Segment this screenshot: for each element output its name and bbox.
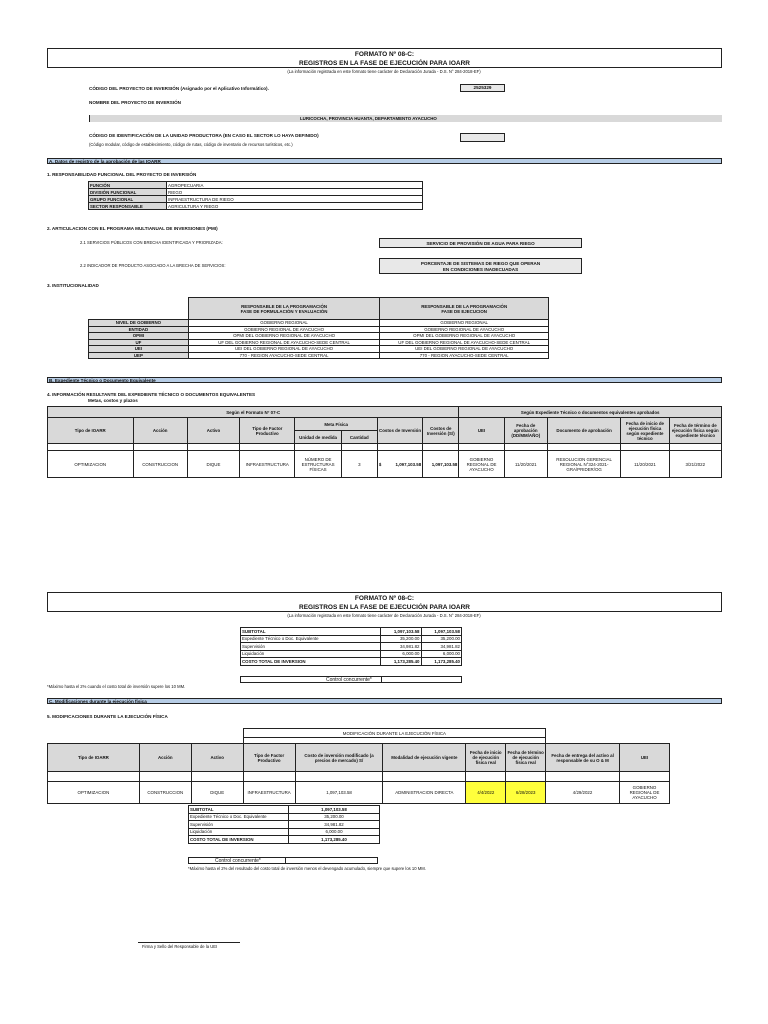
h-doc: Documento de aprobación bbox=[547, 418, 620, 444]
table-row bbox=[241, 628, 462, 636]
group-expediente: Según Expediente Técnico o documentos equivalentes aprobados bbox=[459, 407, 722, 418]
pmi-title: 2. ARTICULACION CON EL PROGRAMA MULTIANUAL DE INVERSIONES (PMI) bbox=[47, 226, 218, 231]
h-meta: Meta Física bbox=[295, 418, 377, 431]
info-title: 4. INFORMACIÓN RESULTANTE DEL EXPEDIENTE TÉCNICO O DOCUMENTOS EQUIVALENTES bbox=[47, 392, 256, 397]
total-value-a: 1,173,285.40 bbox=[381, 658, 422, 666]
mod-total-value: 34,981.82 bbox=[289, 821, 380, 829]
total-key: SUBTOTAL bbox=[241, 628, 381, 636]
inst-key: ENTIDAD bbox=[89, 326, 189, 333]
table-row bbox=[89, 352, 549, 359]
resp-key: FUNCIÓN bbox=[89, 182, 167, 189]
mod-total-key: SUBTOTAL bbox=[189, 806, 289, 814]
mod-total-value: 35,200.00 bbox=[289, 813, 380, 821]
table-row bbox=[189, 828, 380, 836]
mod-control-box bbox=[188, 857, 378, 864]
table-row bbox=[89, 182, 423, 189]
total-value-a: 1,097,103.58 bbox=[381, 628, 422, 636]
expediente-table bbox=[47, 406, 722, 478]
table-row: OPTIMIZACION CONSTRUCCION DIQUE INFRAESTRUCTURA NÚMERO DE ESTRUCTURAS FÍSICAS 3 $ 1,097,103.58 1,097,103.58 GOBIERNO REGIONAL DE AYACUCHO 11/20/2021 RESOLUCION GERENCIAL REGIONAL N°324-2021-GRA/PRIDER/OG 11/20/2021 3/21/2022 bbox=[48, 451, 722, 478]
m-h-uei: UEI bbox=[619, 744, 669, 772]
control-note: *Máximo hasta el 2% cuando el costo total de inversión supere los 10 MM. bbox=[47, 684, 186, 689]
mod-table bbox=[47, 728, 670, 804]
inst-key: NIVEL DE GOBIERNO bbox=[89, 320, 189, 327]
section-a-band: A. Datos de registro de la aprobación de las IOARR bbox=[47, 158, 722, 164]
total-key: Expediente Técnico o Doc. Equivalente bbox=[241, 635, 381, 643]
h-costo: Costos de Inversión bbox=[377, 418, 422, 444]
m-h-activo: Activo bbox=[191, 744, 243, 772]
inst-key: UEI bbox=[89, 346, 189, 353]
table-row bbox=[89, 203, 423, 210]
mod-title: 5. MODIFICACIONES DURANTE LA EJECUCIÓN FÍSICA bbox=[47, 714, 168, 719]
inst-execution: GOBIERNO REGIONAL bbox=[380, 320, 549, 327]
real-end-date: 6/28/2023 bbox=[506, 782, 546, 804]
mod-total-value: 6,000.00 bbox=[289, 828, 380, 836]
inst-head-execution: RESPONSABLE DE LA PROGRAMACIÓN FASE DE EJECUCION bbox=[380, 298, 549, 320]
pmi-1-label: 2.1 SERVICIOS PÚBLICOS CON BRECHA IDENTIFICADA Y PRIORIZADA: bbox=[80, 240, 223, 245]
resp-value: INFRAESTRUCTURA DE RIEGO bbox=[167, 196, 423, 203]
inst-formulation: GOBIERNO REGIONAL DE AYACUCHO bbox=[188, 326, 380, 333]
group-formato-07c: Según el Formato N° 07-C bbox=[48, 407, 459, 418]
total-value-b: 6,000.00 bbox=[421, 650, 462, 658]
m-h-factor: Tipo de Factor Productivo bbox=[243, 744, 295, 772]
h-termino: Fecha de término de ejecución física según expediente técnico bbox=[669, 418, 721, 444]
h-fecha-apr: Fecha de aprobación (DD/MM/AÑO) bbox=[504, 418, 547, 444]
table-row bbox=[241, 643, 462, 651]
mod-total-value: 1,173,285.40 bbox=[289, 836, 380, 844]
form-title: FORMATO Nº 08-C: bbox=[354, 51, 415, 58]
total-value-b: 1,173,285.40 bbox=[421, 658, 462, 666]
inst-formulation: UF DEL GOBIERNO REGIONAL DE AYACUCHO-SEDE CENTRAL bbox=[188, 339, 380, 346]
pmi-1-value: SERVICIO DE PROVISIÓN DE AGUA PARA RIEGO bbox=[379, 238, 582, 248]
mod-control-label: Control concurrente* bbox=[215, 858, 261, 864]
unit-code-label: CÓDIGO DE IDENTIFICACIÓN DE LA UNIDAD PRODUCTORA (EN CASO EL SECTOR LO HAYA DEFINIDO) bbox=[89, 133, 319, 138]
inst-formulation: GOBIERNO REGIONAL bbox=[188, 320, 380, 327]
mod-totals-table bbox=[188, 805, 380, 844]
total-key: Liquidación bbox=[241, 650, 381, 658]
inst-key: OPMI bbox=[89, 333, 189, 340]
m-h-modalidad: Modalidad de ejecución vigente bbox=[383, 744, 466, 772]
inst-key: UEP bbox=[89, 352, 189, 359]
inst-execution: UF DEL GOBIERNO REGIONAL DE AYACUCHO-SEDE CENTRAL bbox=[380, 339, 549, 346]
mod-control-note: *Máximo hasta el 2% del resultado del costo total de inversión menos el devengado acumulado, siempre que supere los 10 MM. bbox=[188, 866, 426, 871]
inst-execution: GOBIERNO REGIONAL DE AYACUCHO bbox=[380, 326, 549, 333]
form-subtitle-2: REGISTROS EN LA FASE DE EJECUCIÓN PARA IOARR bbox=[299, 604, 470, 611]
inst-formulation: OPMI DEL GOBIERNO REGIONAL DE AYACUCHO bbox=[188, 333, 380, 340]
project-code-label: CÓDIGO DEL PROYECTO DE INVERSIÓN (Asignado por el Aplicativo Informático). bbox=[89, 86, 269, 91]
form-title-box-2 bbox=[47, 592, 722, 612]
control-label: Control concurrente* bbox=[326, 677, 372, 683]
inst-execution: OPMI DEL GOBIERNO REGIONAL DE AYACUCHO bbox=[380, 333, 549, 340]
resp-value: AGRICULTURA Y RIEGO bbox=[167, 203, 423, 210]
resp-value: RIEGO bbox=[167, 189, 423, 196]
pmi-2-value-1: PORCENTAJE DE SISTEMAS DE RIEGO QUE OPERAN bbox=[420, 261, 541, 266]
resp-key: DIVISIÓN FUNCIONAL bbox=[89, 189, 167, 196]
inst-head-formulation: RESPONSABLE DE LA PROGRAMACIÓN FASE DE FORMULACIÓN Y EVALUACIÓN bbox=[188, 298, 380, 320]
table-row bbox=[189, 836, 380, 844]
project-name-label: NOMBRE DEL PROYECTO DE INVERSIÓN bbox=[89, 100, 181, 105]
unit-code-box bbox=[460, 133, 505, 142]
table-row: OPTIMIZACION CONSTRUCCION DIQUE INFRAESTRUCTURA 1,097,103.58 ADMINISTRACION DIRECTA 4/4/2022 6/28/2023 4/29/2022 GOBIERNO REGIONAL DE AYACUCHO bbox=[48, 782, 670, 804]
m-h-costo: Costo de inversión modificado (a precios de mercado) S/ bbox=[295, 744, 383, 772]
inst-key: UF bbox=[89, 339, 189, 346]
total-key: Supervisión bbox=[241, 643, 381, 651]
h-tipo: Tipo de IOARR bbox=[48, 418, 134, 444]
inst-formulation: 770 - REGION AYACUCHO-SEDE CENTRAL bbox=[188, 352, 380, 359]
table-row bbox=[241, 658, 462, 666]
inst-title: 3. INSTITUCIONALIDAD bbox=[47, 283, 99, 288]
table-row bbox=[189, 813, 380, 821]
real-start-date: 4/4/2022 bbox=[466, 782, 506, 804]
inst-formulation: UEI DEL GOBIERNO REGIONAL DE AYACUCHO bbox=[188, 346, 380, 353]
h-inicio: Fecha de inicio de ejecución física según expediente técnico bbox=[621, 418, 669, 444]
form-subtitle: REGISTROS EN LA FASE DE EJECUCIÓN PARA IOARR bbox=[299, 60, 470, 67]
total-value-b: 35,200.00 bbox=[421, 635, 462, 643]
signature-label: Firma y Sello del Responsable de la UEI bbox=[142, 944, 218, 949]
project-code-value: 2525329 bbox=[460, 84, 505, 92]
pmi-2-value-box bbox=[379, 258, 582, 274]
total-value-a: 6,000.00 bbox=[381, 650, 422, 658]
m-h-entrega: Fecha de entrega del activo al responsable de su O & M bbox=[546, 744, 620, 772]
totals-table bbox=[240, 627, 462, 666]
m-h-termino: Fecha de término de ejecución física real bbox=[506, 744, 546, 772]
pmi-2-label: 2.2 INDICADOR DE PRODUCTO ASOCIADO A LA BRECHA DE SERVICIOS: bbox=[80, 263, 226, 268]
mod-total-key: COSTO TOTAL DE INVERSION bbox=[189, 836, 289, 844]
mod-total-key: Expediente Técnico o Doc. Equivalente bbox=[189, 813, 289, 821]
h-accion: Acción bbox=[133, 418, 187, 444]
h-factor: Tipo de Factor Productivo bbox=[240, 418, 295, 444]
resp-title: 1. RESPONSABILIDAD FUNCIONAL DEL PROYECTO DE INVERSIÓN bbox=[47, 172, 197, 177]
total-value-a: 34,981.82 bbox=[381, 643, 422, 651]
pmi-2-value-2: EN CONDICIONES INADECUADAS bbox=[442, 266, 519, 272]
m-h-accion: Acción bbox=[139, 744, 191, 772]
table-row bbox=[89, 196, 423, 203]
resp-value: AGROPECUARIA bbox=[167, 182, 423, 189]
inst-execution: UEI DEL GOBIERNO REGIONAL DE AYACUCHO bbox=[380, 346, 549, 353]
h-unidad: Unidad de medida bbox=[295, 431, 341, 444]
resp-key: SECTOR RESPONSABLE bbox=[89, 203, 167, 210]
declaration-note-2: (La información registrada en este formato tiene carácter de Declaración Jurada - D.S. N° 284-2018-EF) bbox=[287, 613, 481, 618]
m-h-tipo: Tipo de IOARR bbox=[48, 744, 140, 772]
h-uei: UEI bbox=[459, 418, 504, 444]
project-name-bar bbox=[89, 115, 722, 122]
form-title-box bbox=[47, 48, 722, 68]
table-row bbox=[241, 635, 462, 643]
table-row bbox=[189, 821, 380, 829]
h-costo2: Costos de Inversión (S/) bbox=[423, 418, 459, 444]
mod-total-key: Supervisión bbox=[189, 821, 289, 829]
section-b-band: B. Expediente Técnico o Documento Equivalente bbox=[47, 377, 722, 383]
info-subtitle: Metas, costos y plazos bbox=[88, 398, 138, 403]
table-row bbox=[189, 806, 380, 814]
inst-execution: 770 - REGION AYACUCHO-SEDE CENTRAL bbox=[380, 352, 549, 359]
unit-code-note: (Código modular, código de establecimiento, código de rutas, código de inventario de recursos turísticos, etc.) bbox=[89, 142, 293, 147]
declaration-note: (La información registrada en este formato tiene carácter de Declaración Jurada - D.S. N° 284-2018-EF) bbox=[287, 69, 481, 74]
total-value-a: 35,200.00 bbox=[381, 635, 422, 643]
section-c-band: C. Modificaciones durante la ejecución física bbox=[47, 698, 722, 704]
project-name-value: LURICOCHA, PROVINCIA HUANTA, DEPARTAMENTO AYACUCHO bbox=[300, 116, 437, 121]
total-value-b: 1,097,103.58 bbox=[421, 628, 462, 636]
form-title-2: FORMATO Nº 08-C: bbox=[354, 595, 415, 602]
table-row bbox=[89, 189, 423, 196]
m-h-inicio: Fecha de inicio de ejecución física real bbox=[466, 744, 506, 772]
mod-group: MODIFICACIÓN DURANTE LA EJECUCIÓN FÍSICA bbox=[243, 729, 546, 738]
resp-key: GRUPO FUNCIONAL bbox=[89, 196, 167, 203]
resp-table bbox=[88, 181, 423, 210]
mod-total-value: 1,097,103.58 bbox=[289, 806, 380, 814]
control-box bbox=[240, 676, 462, 683]
h-cantidad: Cantidad bbox=[341, 431, 377, 444]
total-value-b: 34,981.82 bbox=[421, 643, 462, 651]
table-row bbox=[241, 650, 462, 658]
h-activo: Activo bbox=[187, 418, 239, 444]
signature-line bbox=[138, 942, 240, 943]
total-key: COSTO TOTAL DE INVERSION bbox=[241, 658, 381, 666]
inst-table bbox=[88, 297, 549, 359]
mod-total-key: Liquidación bbox=[189, 828, 289, 836]
